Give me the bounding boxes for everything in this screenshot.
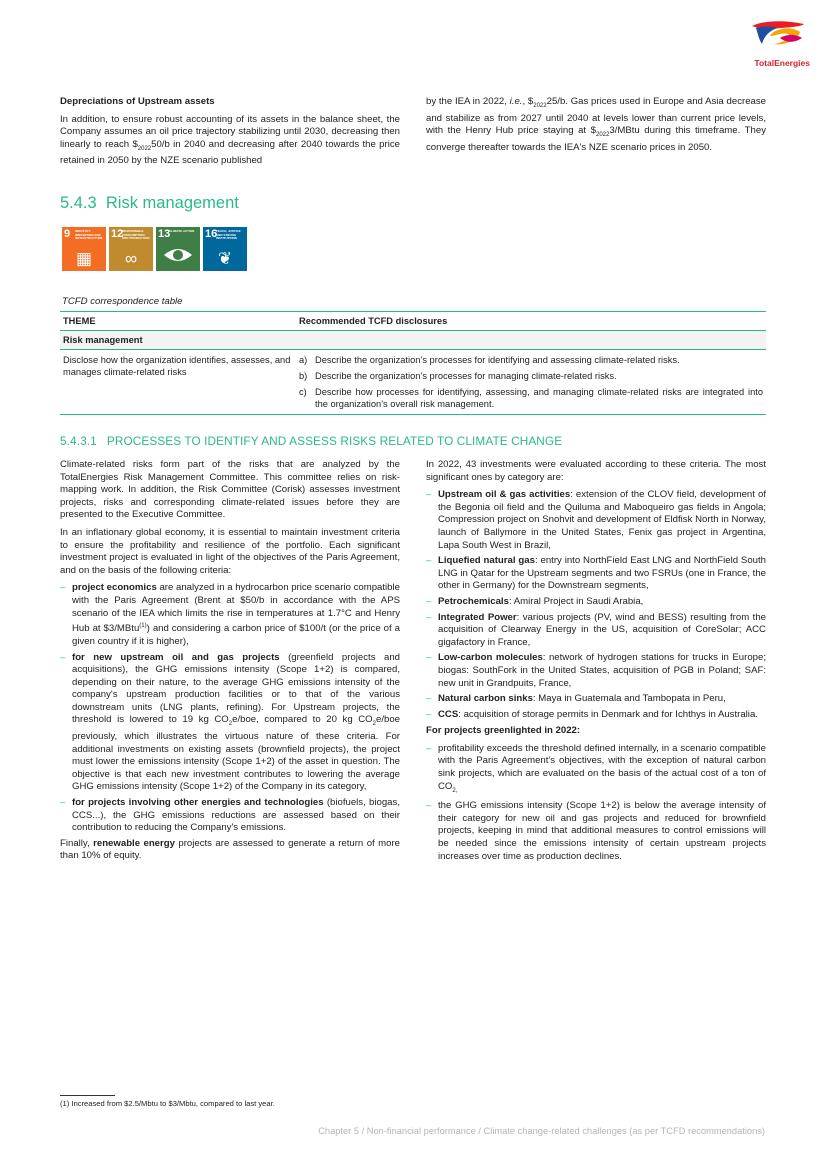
table-row	[60, 350, 766, 415]
eye-globe-icon	[156, 246, 200, 268]
list-item: c) Describe how processes for identifying, assessing, and managing climate-related risks are integrated into the organization’s overall risk management.	[299, 387, 763, 409]
depreciation-paragraph-2: by the IEA in 2022, i.e., $\$_{2022}25/b$. Gas prices used in Europe and Asia decrease and stabilize as from 2027 until 2040 at levels lower than current price levels, with the Henry Hub price staying at $\$_{2022}3$/MBtu during this timeframe. They converge thereafter towards the IEA's NZE scenario prices in 2050.	[426, 96, 767, 153]
list-item: b) Describe the organization’s processes for managing climate-related risks.	[299, 371, 617, 381]
cubes-icon: ▦	[75, 249, 93, 268]
tcfd-group-row	[60, 331, 766, 350]
body-column-right	[426, 459, 766, 866]
page-footer: Chapter 5 / Non-financial performance / Climate change-related challenges (as per TCFD recommendations)	[318, 1126, 765, 1136]
section-heading: 5.4.3 Risk management	[60, 194, 239, 212]
sdg-badge-13: 13 CLIMATE ACTION	[156, 227, 200, 271]
left-paragraph-2: In an inflationary global economy, it is essential to maintain investment criteria to ensure the profitability and resilience of the portfolio. Each significant investment project is evaluated in light of the objectives of the Paris Agreement, and on the basis of the following criteria:	[60, 526, 400, 576]
depreciation-column-left	[60, 96, 400, 173]
tcfd-table	[60, 311, 766, 415]
list-item: – for new upstream oil and gas projects (greenfield projects and acquisitions), the GHG emissions intensity (Scope 1+2) is compared, depending on their nature, to the average GHG emissions intensity of the company's upstream production facilities or to that of the various downstream units (LNG plants, refining). For Upstream projects, the threshold is lowered to 19 kg $CO_2e$/boe, compared to 20 kg $CO_2e$/boe previously, which illustrates the virtuous nature of these criteria. For additional investments on existing assets (brownfield projects), the project must lower the emissions intensity (Scope 1+2) of the asset in question. The objective is that each new investment contributes to lowering the average GHG emissions intensity (Scope 1+2) of the Company in its category,	[60, 652, 400, 794]
list-item: a) Describe the organization’s processes for identifying and assessing climate-related risks.	[299, 355, 680, 365]
list-item: – for projects involving other energies and technologies (biofuels, biogas, CCS...), the GHG emissions reductions are assessed based on their contribution to reducing the Company's emissions.	[60, 797, 400, 835]
subsection-heading: 5.4.3.1 PROCESSES TO IDENTIFY AND ASSESS RISKS RELATED TO CLIMATE CHANGE	[60, 434, 563, 448]
body-column-left	[60, 459, 400, 868]
investments-list	[426, 489, 766, 721]
list-item: – Integrated Power: various projects (PV, wind and BESS) resulting from the acquisition of Clearway Energy in the US, acquisition of CoreSolar; ACC gigafactory in France,	[426, 612, 766, 650]
totalenergies-logo-icon	[740, 18, 810, 50]
list-item: – Low-carbon molecules: network of hydrogen stations for trucks in Europe; biogas: SouthFork in the United States, acquisition of PGB in Poland; SAF: new unit in Grandpuits, France,	[426, 652, 766, 690]
tcfd-caption: TCFD correspondence table	[62, 296, 183, 307]
sdg-badge-12: 12 RESPONSIBLE CONSUMPTION AND PRODUCTION ∞	[109, 227, 153, 271]
brand-wordmark: TotalEnergies	[754, 57, 810, 68]
list-item: – Upstream oil & gas activities: extension of the CLOV field, development of the Begonia oil field and the Quiluma and Maboqueiro gas fields in Angola; Compression project on Snohvit and development of Eldfisk North in Norway, launch of Ballymore in the United States, Fenix gas project in Argentina, Lapa South West in Brazil,	[426, 489, 766, 552]
greenlit-title: For projects greenlighted in 2022:	[426, 725, 581, 737]
left-paragraph-1: Climate-related risks form part of the risks that are analyzed by the TotalEnergies Risk Management Committee. This committee relies on risk-mapping work. In addition, the Risk Committee (Corisk) assesses investment projects, risks and corresponding climate-related issues before they are presented to the Executive Committee.	[60, 459, 400, 521]
list-item: – project economics are analyzed in a hydrocarbon price scenario compatible with the Paris Agreement (Brent at $50/b in accordance with the APS scenario of the IEA which limits the rise in temperatures at 1.7°C and Henry Hub at $3/MBtu$^{(1)}$) and considering a carbon price of $100/t (or the price of a given country if it is higher),	[60, 582, 400, 648]
company-logo	[740, 18, 810, 69]
dove-gavel-icon: ❦	[217, 249, 233, 268]
footnote: (1) Increased from $2.5/Mbtu to $3/Mbtu, compared to last year.	[60, 1099, 275, 1108]
list-item: – Natural carbon sinks: Maya in Guatemala and Tambopata in Peru,	[426, 693, 766, 706]
list-item: – CCS: acquisition of storage permits in Denmark and for Ichthys in Australia.	[426, 709, 766, 722]
list-item: – the GHG emissions intensity (Scope 1+2) is below the average intensity of their category for new oil and gas projects and reduced for brownfield projects, keeping in mind that additional measures to control emissions will be needed since the emissions intensity of certain upstream projects increases over time as production declines.	[426, 800, 766, 863]
greenlit-list	[426, 743, 766, 863]
depreciation-column-right	[426, 96, 766, 159]
tcfd-disclosures-list	[296, 350, 766, 415]
tcfd-theme-text: Disclose how the organization identifies, assesses, and manages climate-related risks	[60, 350, 296, 415]
list-item: – profitability exceeds the threshold defined internally, in a scenario compatible with the Paris Agreement's objectives, with the exception of natural carbon sink projects, which are evaluated on the basis of the actual cost of a ton of $CO_{2,}$	[426, 743, 766, 797]
right-paragraph-1: In 2022, 43 investments were evaluated according to these criteria. The most significant ones by category are:	[426, 459, 766, 483]
tcfd-col-disclosures: Recommended TCFD disclosures	[296, 312, 766, 331]
infinity-icon: ∞	[124, 249, 138, 268]
list-item: – Petrochemicals: Amiral Project in Saudi Arabia,	[426, 596, 766, 609]
sdg-badge-9: 9 INDUSTRY, INNOVATION AND INFRASTRUCTURE ▦	[62, 227, 106, 271]
criteria-list	[60, 582, 400, 834]
sdg-badge-16: 16 PEACE, JUSTICE AND STRONG INSTITUTIONS ❦	[203, 227, 247, 271]
depreciation-paragraph-1: In addition, to ensure robust accounting of its assets in the balance sheet, the Company assumes an oil price trajectory stabilizing until 2030, decreasing then linearly to reach $\$_{2022}50/b$ in 2040 and decreasing after 2040 towards the price retained in 2050 by the NZE scenario published	[60, 113, 400, 167]
tcfd-col-theme: THEME	[60, 312, 296, 331]
depreciation-title: Depreciations of Upstream assets	[60, 96, 215, 107]
footnote-divider	[60, 1095, 115, 1096]
left-paragraph-3: Finally, renewable energy projects are assessed to generate a return of more than 10% of equity.	[60, 837, 401, 862]
list-item: – Liquefied natural gas: entry into NorthField East LNG and NorthField South LNG in Qatar for the Upstream segments and two FSRUs (one in France, the other in Germany) for the Downstream segments,	[426, 555, 766, 593]
tcfd-group-label: Risk management	[60, 331, 766, 350]
tcfd-header-row	[60, 312, 766, 331]
sdg-badges	[62, 227, 247, 271]
